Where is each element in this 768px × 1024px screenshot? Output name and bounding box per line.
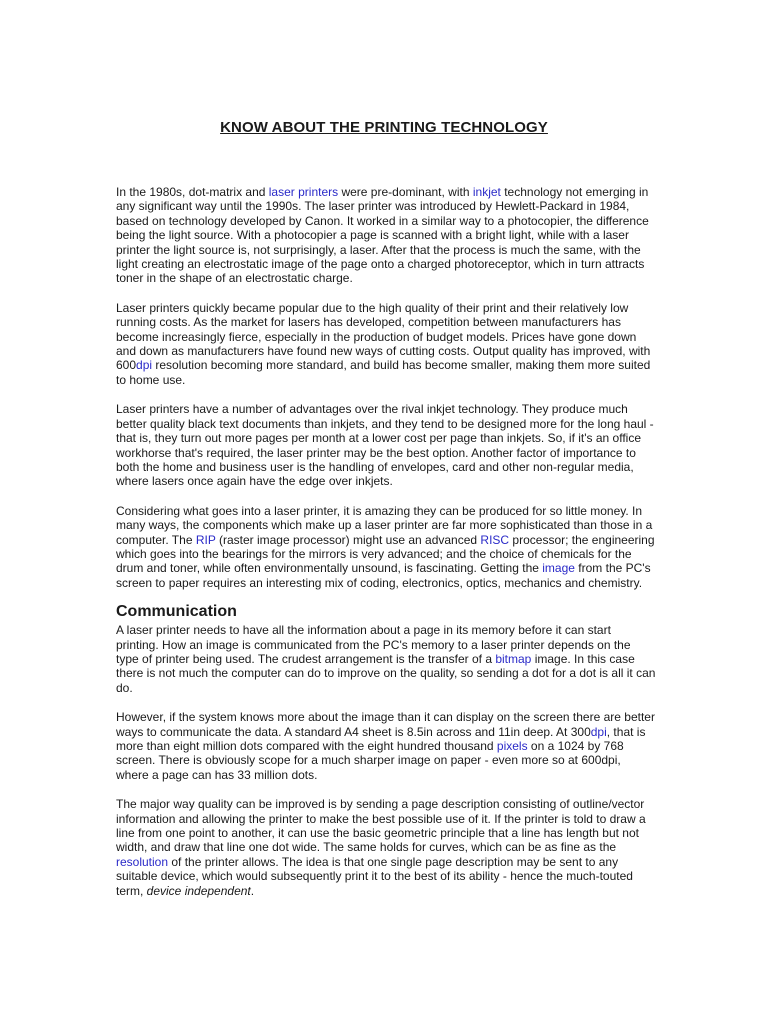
paragraph-text: of the printer allows. The idea is that one single page description may be sent to any suitable device, which would subsequently print it to the best of its ability - hence the much-touted term, — [116, 854, 633, 898]
paragraph-text: A laser printer needs to have all the information about a page in its memory before it can start printing. How an image is communicated from the PC's memory to a laser printer depends on the type of printer being used. The crudest arrangement is the transfer of a — [116, 623, 631, 666]
paragraph-text: from the PC's screen to paper requires an interesting mix of coding, electronics, optics, mechanics and chemistry. — [116, 561, 651, 590]
link-resolution[interactable]: resolution — [116, 854, 169, 869]
paragraph-text: The major way quality can be improved is by sending a page description consisting of outline/vector information and allowing the printer to make the best possible use of it. If the printer is told to draw a line from one point to another, it can use the basic geometric principle that a line has length but not width, and draw that line one dot wide. The same holds for curves, which can be as fine as the — [116, 797, 646, 855]
paragraph-2 — [116, 301, 656, 387]
link-dpi-2[interactable]: dpi — [590, 724, 607, 739]
paragraph-text: resolution becoming more standard, and build has become smaller, making them more suited to home use. — [116, 358, 651, 387]
paragraph-text: processor; the engineering which goes into the bearings for the mirrors is very advanced; and the choice of chemicals for the drum and toner, while often environmentally unsound, is fascinating. Getting the — [116, 532, 655, 576]
document-body — [116, 185, 656, 913]
section-heading: Communication — [116, 603, 237, 621]
link-risc[interactable]: RISC — [480, 532, 510, 547]
paragraph-text: . — [250, 883, 255, 898]
link-rip[interactable]: RIP — [195, 532, 216, 547]
link-pixels[interactable]: pixels — [496, 739, 528, 753]
paragraph-text: image. In this case there is not much the computer can do to improve on the quality, so sending a dot for a dot is all it can do. — [116, 651, 656, 695]
paragraph-text: Considering what goes into a laser printer, it is amazing they can be produced for so little money. In many ways, the components which make up a laser printer are far more sophisticated than those in a computer. The — [116, 503, 653, 547]
paragraph-4 — [116, 504, 656, 590]
paragraph-text: Laser printers have a number of advantages over the rival inkjet technology. They produce much better quality black text documents than inkjets, and they tend to be designed more for the long haul - that is, they turn out more pages per month at a lower cost per page than inkjets. So, if it's an office workhorse that's required, the laser printer may be the best option. Another factor of importance to both the home and business user is the handling of envelopes, card and other non-regular media, where lasers once again have the edge over inkjets. — [116, 402, 654, 489]
link-image[interactable]: image — [542, 561, 575, 576]
paragraph-text: Laser printers quickly became popular due to the high quality of their print and their relatively low running costs. As the market for lasers has developed, competition between manufacturers has become increasingly fierce, especially in the production of budget models. Prices have gone down and down as manufacturers have found new ways of cutting costs. Output quality has improved, with 600 — [116, 300, 651, 373]
link-inkjet[interactable]: inkjet — [472, 185, 501, 199]
paragraph-5 — [116, 623, 656, 695]
page-title: KNOW ABOUT THE PRINTING TECHNOLOGY — [220, 119, 548, 136]
paragraph-text: (raster image processor) might use an advanced — [215, 532, 481, 547]
paragraph-text: , that is more than eight million dots compared with the eight hundred thousand — [116, 724, 646, 753]
paragraph-7 — [116, 797, 656, 898]
paragraph-3 — [116, 402, 656, 488]
link-bitmap[interactable]: bitmap — [495, 651, 532, 666]
paragraph-text: were pre-dominant, with — [338, 185, 473, 199]
paragraph-1 — [116, 185, 656, 286]
paragraph-text: on a 1024 by 768 screen. There is obviously scope for a much sharper image on paper - even more so at 600dpi, where a page can has 33 million dots. — [116, 739, 624, 782]
paragraph-6 — [116, 710, 656, 782]
paragraph-text: In the 1980s, dot-matrix and — [116, 185, 269, 199]
emphasis-term: device independent — [146, 883, 251, 898]
link-laser-printers[interactable]: laser printers — [268, 185, 339, 199]
paragraph-text: technology not emerging in any significant way until the 1990s. The laser printer was introduced by Hewlett-Packard in 1984, based on technology developed by Canon. It worked in a similar way to a photocopier, the difference being the light source. With a photocopier a page is scanned with a bright light, while with a laser printer the light source is, not surprisingly, a laser. After that the process is much the same, with the light creating an electrostatic image of the page onto a charged photoreceptor, which in turn attracts toner in the shape of an electrostatic charge. — [116, 185, 649, 286]
link-dpi[interactable]: dpi — [136, 358, 153, 373]
paragraph-text: However, if the system knows more about the image than it can display on the screen there are better ways to communicate the data. A standard A4 sheet is 8.5in across and 11in deep. At 300 — [116, 710, 655, 739]
